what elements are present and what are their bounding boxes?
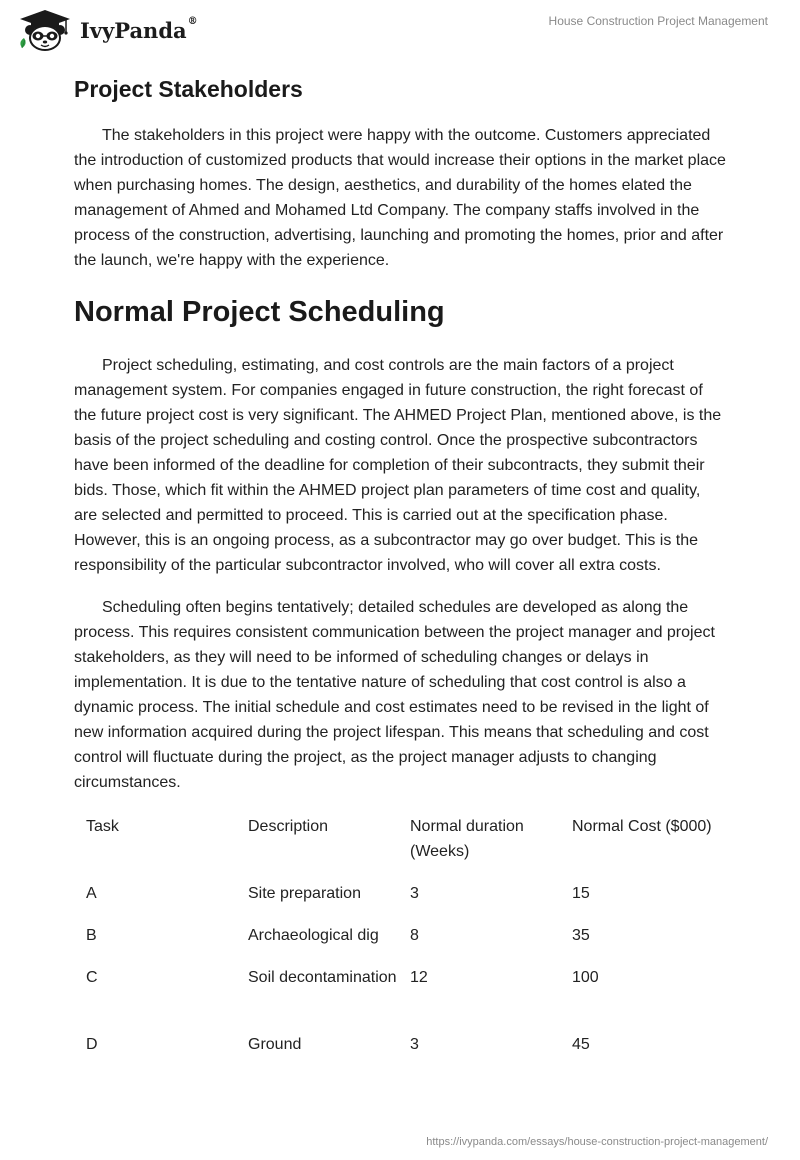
table-row — [74, 881, 734, 923]
panda-logo-icon — [16, 8, 74, 52]
table-header-cell: Normal duration (Weeks) — [410, 818, 524, 860]
table-cell: Soil decontamination — [248, 969, 397, 986]
table-cell: 100 — [572, 969, 599, 986]
stakeholders-paragraph: The stakeholders in this project were happy with the outcome. Customers appreciated the introduction of customized products that would increase their options in the market place when purchasing homes. The design, aesthetics, and durability of the homes elated the management of Ahmed and Mohamed Ltd Company. The company staffs involved in the process of the construction, advertising, launching and promoting the homes, prior and after the launch, we're happy with the experience. — [74, 127, 726, 269]
table-header-cell: Task — [86, 818, 119, 835]
table-row — [74, 923, 734, 965]
table-cell: Site preparation — [248, 885, 361, 902]
table-header-row — [74, 814, 734, 881]
page-header — [0, 0, 800, 64]
table-cell: Ground — [248, 1036, 302, 1053]
table-cell: Archaeological dig — [248, 927, 379, 944]
table-cell: 3 — [410, 1036, 419, 1053]
brand-name: IvyPanda® — [80, 15, 198, 43]
table-header-cell: Description — [248, 818, 329, 835]
table-cell: 8 — [410, 927, 419, 944]
table-cell: B — [86, 927, 97, 944]
schedule-table — [74, 814, 734, 1074]
table-cell: 15 — [572, 885, 590, 902]
scheduling-heading: Normal Project Scheduling — [74, 296, 445, 328]
document-title: House Construction Project Management — [548, 14, 768, 28]
table-cell: D — [86, 1036, 98, 1053]
ivypanda-logo[interactable] — [16, 8, 198, 52]
table-cell: 3 — [410, 885, 419, 902]
table-cell: 45 — [572, 1036, 590, 1053]
article-body — [74, 72, 726, 1074]
source-url-link[interactable]: https://ivypanda.com/essays/house-construction-project-management/ — [426, 1136, 768, 1148]
table-cell: 12 — [410, 969, 428, 986]
table-row — [74, 965, 734, 1032]
table-row — [74, 1032, 734, 1074]
stakeholders-heading: Project Stakeholders — [74, 76, 303, 102]
table-cell: A — [86, 885, 97, 902]
table-cell: 35 — [572, 927, 590, 944]
scheduling-paragraph-1: Project scheduling, estimating, and cost controls are the main factors of a project management system. For companies engaged in future construction, the right forecast of the future project cost is very significant. The AHMED Project Plan, mentioned above, is the basis of the project scheduling and costing control. Once the prospective subcontractors have been informed of the deadline for completion of their subcontracts, they submit their bids. Those, which fit within the AHMED project plan parameters of time cost and quality, are selected and permitted to proceed. This is carried out at the specification phase. However, this is an ongoing process, as a subcontractor may go over budget. This is the responsibility of the particular subcontractor involved, who will cover all extra costs. — [74, 357, 722, 574]
table-cell: C — [86, 969, 98, 986]
scheduling-paragraph-2: Scheduling often begins tentatively; detailed schedules are developed as along the process. This requires consistent communication between the project manager and project stakeholders, as they will need to be informed of scheduling changes or delays in implementation. It is due to the tentative nature of scheduling that cost control is also a dynamic process. The initial schedule and cost estimates need to be revised in the light of new information acquired during the project lifespan. This means that scheduling and cost control will fluctuate during the project, as the project manager adjusts to changing circumstances. — [74, 599, 715, 791]
table-header-cell: Normal Cost ($000) — [572, 818, 712, 835]
